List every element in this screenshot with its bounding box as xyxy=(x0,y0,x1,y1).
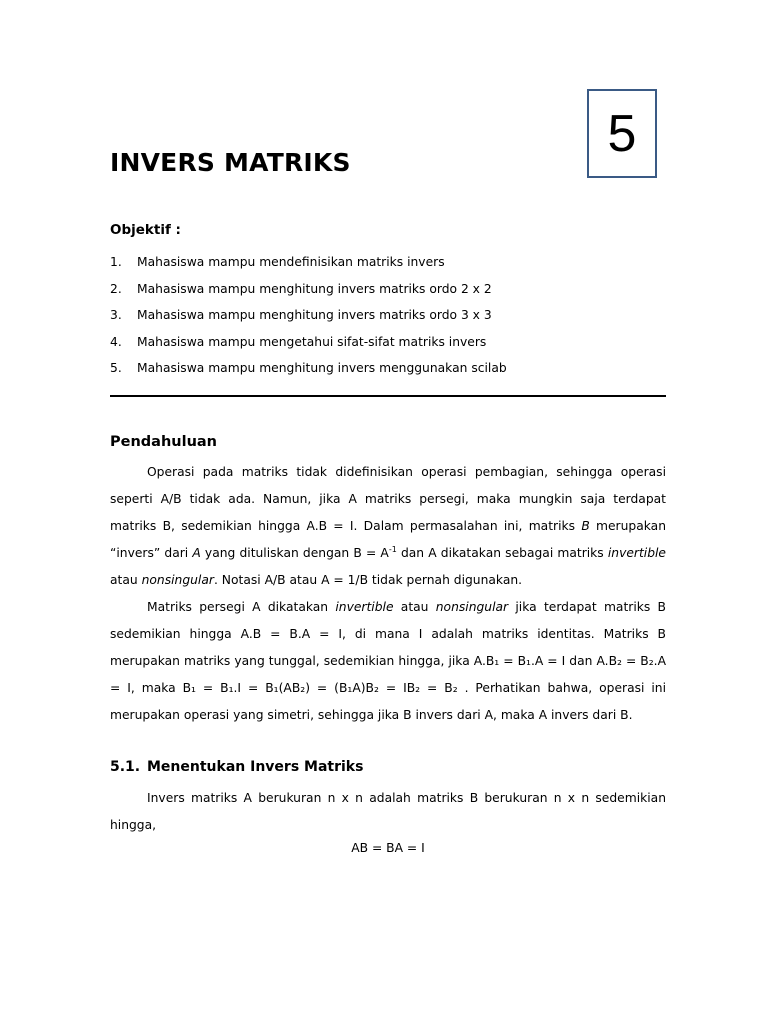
horizontal-divider xyxy=(110,395,666,397)
italic-text: invertible xyxy=(335,600,394,614)
text-run: Matriks persegi A dikatakan xyxy=(147,600,336,614)
text-run: Operasi pada matriks tidak didefinisikan operasi pembagian, sehingga operasi seperti A/B tidak ada. Namun, jika A matriks persegi, maka mungkin saja terdapat matriks B, sedemikian hingga A.B = I. Dalam permasalahan ini, matriks xyxy=(110,465,666,533)
objective-number: 3. xyxy=(110,308,122,322)
objective-text: Mahasiswa mampu menghitung invers menggunakan scilab xyxy=(137,361,507,375)
text-run: jika terdapat matriks B sedemikian hingga A.B = B.A = I, di mana I adalah matriks identitas. Matriks B merupakan matriks yang tunggal, sedemikian hingga, jika A.B₁ = B₁.A = I dan A.B₂ = B₂.A = I, maka B₁ = B₁.I = B₁(AB₂) = (B₁A)B₂ = IB₂ = B₂ . Perhatikan bahwa, operasi ini merupakan operasi yang simetri, sehingga jika B invers dari A, maka A invers dari B. xyxy=(110,600,666,722)
superscript: -1 xyxy=(388,544,397,554)
objective-number: 1. xyxy=(110,255,122,269)
text-run: dan A dikatakan sebagai matriks xyxy=(396,545,608,560)
section-5-1-heading xyxy=(110,759,363,775)
text-run: atau xyxy=(393,600,436,614)
paragraph-text xyxy=(110,459,666,594)
objective-item xyxy=(110,305,507,332)
objective-text: Mahasiswa mampu menghitung invers matriks ordo 3 x 3 xyxy=(137,308,492,322)
objective-number: 4. xyxy=(110,334,122,349)
chapter-number: 5 xyxy=(607,104,637,163)
italic-text: invertible xyxy=(607,545,666,560)
equation: AB = BA = I xyxy=(351,841,425,855)
intro-paragraph-1 xyxy=(110,459,666,594)
italic-text: B xyxy=(581,518,590,533)
text-run: yang dituliskan dengan B = A xyxy=(200,545,389,560)
chapter-title: INVERS MATRIKS xyxy=(110,148,351,177)
section-number: 5.1. xyxy=(110,759,141,775)
objective-number: 5. xyxy=(110,361,122,375)
italic-text: A xyxy=(192,545,201,560)
text-run: merupakan “invers” dari xyxy=(110,518,666,560)
intro-paragraph-2 xyxy=(110,594,666,729)
italic-text: nonsingular xyxy=(435,600,509,614)
objective-item xyxy=(110,279,507,306)
section-5-1-paragraph xyxy=(110,785,666,839)
objective-item xyxy=(110,332,507,359)
intro-heading: Pendahuluan xyxy=(110,434,217,450)
section-title: Menentukan Invers Matriks xyxy=(147,759,364,775)
objective-text: Mahasiswa mampu menghitung invers matriks ordo 2 x 2 xyxy=(137,281,492,296)
objective-item xyxy=(110,252,507,279)
text-run: . Notasi A/B atau A = 1/B tidak pernah digunakan. xyxy=(213,572,523,587)
objective-number: 2. xyxy=(110,281,122,296)
chapter-number-box xyxy=(587,89,657,178)
italic-text: nonsingular xyxy=(141,572,214,587)
text-run: atau xyxy=(110,572,142,587)
objectives-list xyxy=(110,252,507,385)
objective-text: Mahasiswa mampu mendefinisikan matriks invers xyxy=(137,255,445,269)
paragraph-text: Invers matriks A berukuran n x n adalah matriks B berukuran n x n sedemikian hingga, xyxy=(110,791,666,832)
objective-item xyxy=(110,358,507,385)
paragraph-text xyxy=(110,594,666,729)
objective-text: Mahasiswa mampu mengetahui sifat-sifat matriks invers xyxy=(137,334,487,349)
objectives-heading: Objektif : xyxy=(110,222,181,238)
